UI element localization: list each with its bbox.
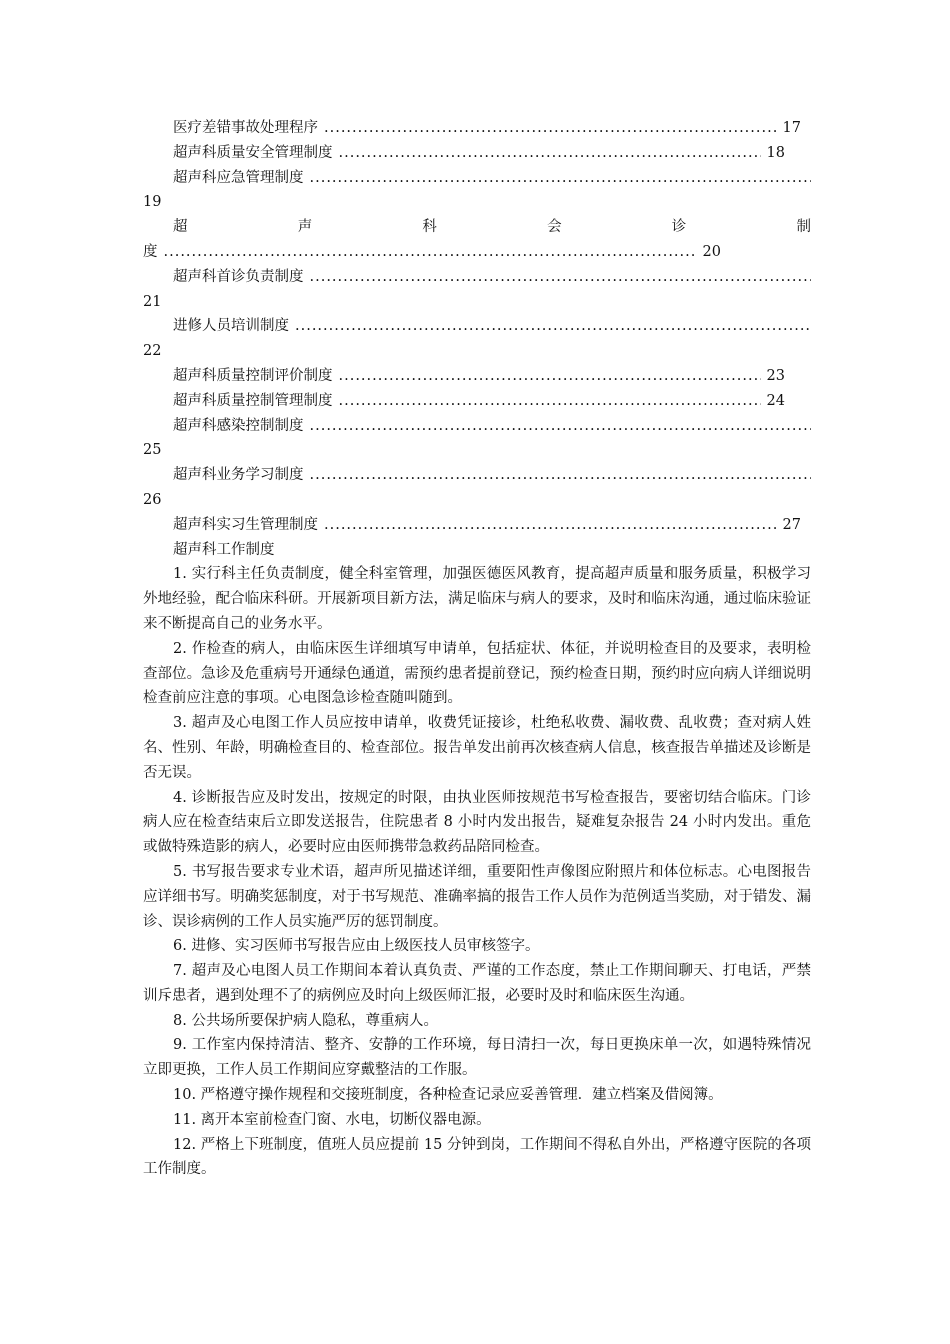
toc-page: 21: [143, 293, 162, 310]
toc-title: 超声科实习生管理制度: [173, 516, 318, 533]
rule-paragraph: 12. 严格上下班制度，值班人员应提前 15 分钟到岗，工作期间不得私自外出，严格遵守医院的各项工作制度。: [143, 1136, 811, 1178]
toc-leader: [324, 116, 777, 141]
toc-char: 声: [297, 219, 313, 236]
rule-paragraph: 9. 工作室内保持清洁、整齐、安静的工作环境，每日清扫一次，每日更换床单一次，如遇特殊情况立即更换，工作人员工作期间应穿戴整洁的工作服。: [143, 1037, 811, 1079]
toc-entry: [143, 414, 811, 439]
toc-title: 进修人员培训制度: [173, 318, 289, 335]
toc-title: 医疗差错事故处理程序: [173, 120, 318, 136]
rule-paragraph: 10. 严格遵守操作规程和交接班制度，各种检查记录应妥善管理．建立档案及借阅簿。: [173, 1087, 723, 1104]
toc-leader: [324, 513, 777, 538]
rule-paragraph: 1. 实行科主任负责制度，健全科室管理，加强医德医风教育，提高超声质量和服务质量，积极学习外地经验，配合临床科研。开展新项目新方法，满足临床与病人的要求，及时和临床沟通，通过临床验证来不断提高自己的业务水平。: [143, 566, 811, 632]
toc-entry: [143, 141, 785, 166]
toc-page: 18: [766, 144, 785, 161]
toc-leader: [310, 265, 812, 290]
rule-paragraph: 8. 公共场所要保护病人隐私，尊重病人。: [173, 1012, 438, 1029]
toc-title: 超声科质量控制评价制度: [173, 367, 333, 384]
toc-entry: [143, 364, 785, 389]
toc-title: 超声科质量控制管理制度: [173, 392, 333, 409]
toc-char: 超: [173, 219, 188, 236]
toc-char: 会: [547, 219, 562, 236]
toc-leader: [295, 314, 811, 339]
toc-leader: [310, 166, 812, 191]
rule-paragraph: 2. 作检查的病人，由临床医生详细填写申请单，包括症状、体征，并说明检查目的及要求，表明检查部位。急诊及危重病号开通绿色通道，需预约患者提前登记，预约检查日期，预约时应向病人详细说明检查前应注意的事项。心电图急诊检查随叫随到。: [143, 640, 811, 707]
toc-page: 23: [766, 367, 785, 384]
toc-char: 诊: [671, 219, 687, 236]
toc-entry: [143, 166, 811, 191]
toc-page: 17: [782, 120, 801, 136]
toc-page: 20: [702, 243, 721, 260]
rule-paragraph: 11. 离开本室前检查门窗、水电，切断仪器电源。: [173, 1111, 491, 1128]
toc-char: 制: [796, 219, 811, 236]
toc-leader: [339, 389, 761, 414]
rule-paragraph: 5. 书写报告要求专业术语，超声所见描述详细，重要阳性声像图应附照片和体位标志。心电图报告应详细书写。明确奖惩制度，对于书写规范、准确率搞的报告工作人员作为范例适当奖励，对于错发、漏诊、误诊病例的工作人员实施严厉的惩罚制度。: [143, 863, 811, 930]
toc-title: 超声科感染控制制度: [173, 417, 304, 434]
toc-title: 超声科首诊负责制度: [173, 268, 304, 285]
toc-entry: [143, 265, 811, 290]
toc-leader: [339, 141, 761, 166]
toc-entry-spread: [143, 215, 811, 240]
toc-entry: [143, 116, 801, 141]
toc-entry: [143, 240, 721, 265]
toc-page: 27: [782, 516, 801, 533]
toc-entry: [143, 463, 811, 488]
section-title: 超声科工作制度: [173, 541, 275, 558]
toc-title: 超声科业务学习制度: [173, 467, 304, 484]
toc-title: 超声科应急管理制度: [173, 169, 304, 186]
rule-paragraph: 7. 超声及心电图人员工作期间本着认真负责、严谨的工作态度，禁止工作期间聊天、打电话，严禁训斥患者，遇到处理不了的病例应及时向上级医师汇报，必要时及时和临床医生沟通。: [143, 963, 811, 1004]
toc-title: 度: [143, 243, 158, 260]
toc-leader: [310, 463, 812, 488]
rule-paragraph: 3. 超声及心电图工作人员应按申请单，收费凭证接诊，杜绝私收费、漏收费、乱收费；查对病人姓名、性别、年龄，明确检查目的、检查部位。报告单发出前再次核查病人信息，核查报告单描述及诊断是否无误。: [143, 715, 811, 781]
toc-leader: [164, 240, 697, 265]
document-page: [143, 116, 811, 1182]
toc-entry: [143, 389, 785, 414]
toc-page: 19: [143, 194, 162, 211]
toc-leader: [310, 414, 812, 439]
toc-char: 科: [422, 219, 437, 236]
toc-entry: [143, 513, 801, 538]
toc-leader: [339, 364, 761, 389]
rule-paragraph: 6. 进修、实习医师书写报告应由上级医技人员审核签字。: [173, 938, 540, 955]
toc-page: 22: [143, 343, 162, 360]
rule-paragraph: 4. 诊断报告应及时发出，按规定的时限，由执业医师按规范书写检查报告，要密切结合临床。门诊病人应在检查结束后立即发送报告，住院患者 8 小时内发出报告，疑难复杂报告 24 小时内发出。重危或做特殊造影的病人，必要时应由医师携带急救药品陪同检查。: [143, 789, 811, 856]
toc-page: 25: [143, 442, 162, 459]
toc-entry: [143, 314, 811, 339]
toc-title: 超声科质量安全管理制度: [173, 144, 333, 161]
toc-page: 26: [143, 491, 162, 508]
toc-page: 24: [766, 392, 785, 409]
